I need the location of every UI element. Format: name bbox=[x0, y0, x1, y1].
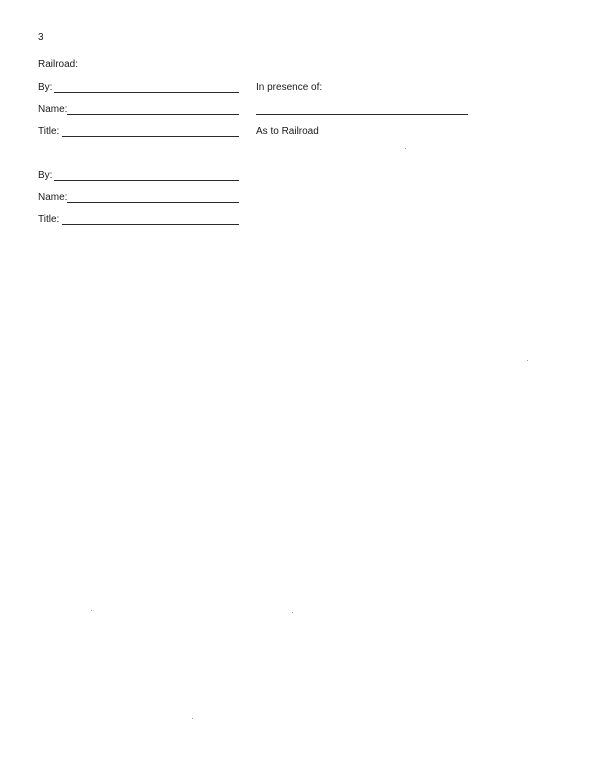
page-number: 3 bbox=[38, 32, 44, 43]
scan-speck bbox=[192, 718, 193, 719]
title-line-1 bbox=[62, 136, 239, 137]
by-signature-line-2 bbox=[54, 180, 239, 181]
as-to-railroad-caption: As to Railroad bbox=[256, 126, 319, 137]
name-label-1: Name: bbox=[38, 104, 68, 115]
name-label-2: Name: bbox=[38, 192, 68, 203]
scan-speck bbox=[292, 612, 293, 613]
scan-speck bbox=[527, 360, 528, 361]
title-label-2: Title: bbox=[38, 214, 60, 225]
witness-signature-line bbox=[256, 114, 468, 115]
by-signature-line-1 bbox=[54, 92, 239, 93]
railroad-label: Railroad: bbox=[38, 59, 79, 70]
title-label-1: Title: bbox=[38, 126, 60, 137]
in-presence-of-label: In presence of: bbox=[256, 82, 323, 93]
by-label-1: By: bbox=[38, 82, 53, 93]
scan-speck bbox=[91, 610, 92, 611]
by-label-2: By: bbox=[38, 170, 53, 181]
name-line-1 bbox=[67, 114, 239, 115]
title-line-2 bbox=[62, 224, 239, 225]
name-line-2 bbox=[67, 202, 239, 203]
scan-speck bbox=[405, 148, 406, 149]
